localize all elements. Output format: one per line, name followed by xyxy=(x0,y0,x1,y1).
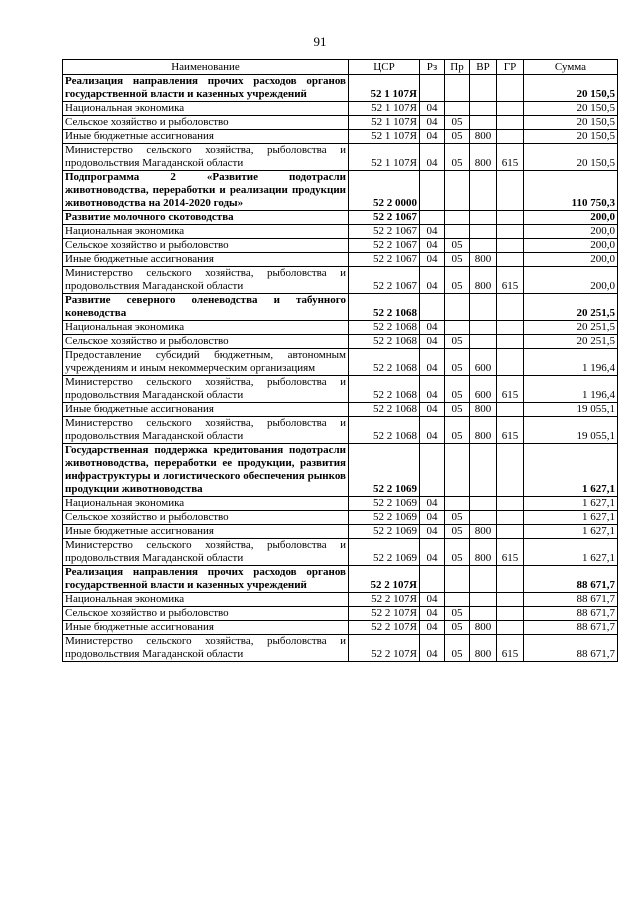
cell-name: Иные бюджетные ассигнования xyxy=(63,621,349,635)
cell-sum: 88 671,7 xyxy=(524,566,618,593)
cell-sum: 1 627,1 xyxy=(524,539,618,566)
cell-rz: 04 xyxy=(420,349,445,376)
cell-csr: 52 1 107Я xyxy=(349,102,420,116)
cell-gr xyxy=(497,321,524,335)
table-row xyxy=(63,593,618,607)
cell-name: Иные бюджетные ассигнования xyxy=(63,525,349,539)
cell-csr: 52 2 1068 xyxy=(349,403,420,417)
table-row xyxy=(63,211,618,225)
cell-name: Государственная поддержка кредитования подотрасли животноводства, переработки ее продукции, развития инфраструктуры и логистического обеспечения рынков продукции животноводства xyxy=(63,444,349,497)
cell-name: Реализация направления прочих расходов органов государственной власти и казенных учреждений xyxy=(63,75,349,102)
cell-pr xyxy=(445,497,470,511)
cell-pr: 05 xyxy=(445,607,470,621)
cell-csr: 52 2 1067 xyxy=(349,211,420,225)
cell-name: Национальная экономика xyxy=(63,102,349,116)
cell-sum: 200,0 xyxy=(524,239,618,253)
cell-name: Сельское хозяйство и рыболовство xyxy=(63,116,349,130)
table-row xyxy=(63,171,618,211)
cell-gr: 615 xyxy=(497,539,524,566)
cell-gr: 615 xyxy=(497,635,524,662)
cell-sum: 200,0 xyxy=(524,267,618,294)
cell-pr: 05 xyxy=(445,525,470,539)
cell-sum: 1 196,4 xyxy=(524,376,618,403)
cell-pr: 05 xyxy=(445,267,470,294)
table-row xyxy=(63,607,618,621)
cell-vr xyxy=(470,607,497,621)
cell-rz: 04 xyxy=(420,621,445,635)
cell-csr: 52 2 107Я xyxy=(349,566,420,593)
cell-name: Реализация направления прочих расходов органов государственной власти и казенных учреждений xyxy=(63,566,349,593)
cell-rz: 04 xyxy=(420,511,445,525)
cell-pr: 05 xyxy=(445,130,470,144)
cell-csr: 52 2 1069 xyxy=(349,525,420,539)
cell-pr xyxy=(445,593,470,607)
header-vr: ВР xyxy=(470,60,497,75)
cell-sum: 1 627,1 xyxy=(524,525,618,539)
cell-rz: 04 xyxy=(420,225,445,239)
cell-pr: 05 xyxy=(445,239,470,253)
cell-vr: 800 xyxy=(470,621,497,635)
cell-sum: 20 251,5 xyxy=(524,321,618,335)
cell-vr xyxy=(470,116,497,130)
table-row xyxy=(63,525,618,539)
cell-pr xyxy=(445,211,470,225)
cell-rz: 04 xyxy=(420,102,445,116)
table-row xyxy=(63,239,618,253)
cell-vr xyxy=(470,225,497,239)
cell-csr: 52 2 1068 xyxy=(349,321,420,335)
cell-name: Иные бюджетные ассигнования xyxy=(63,403,349,417)
cell-sum: 1 627,1 xyxy=(524,497,618,511)
cell-csr: 52 2 1068 xyxy=(349,376,420,403)
cell-gr: 615 xyxy=(497,144,524,171)
cell-rz: 04 xyxy=(420,635,445,662)
cell-pr: 05 xyxy=(445,417,470,444)
cell-vr xyxy=(470,75,497,102)
cell-gr xyxy=(497,607,524,621)
cell-gr xyxy=(497,335,524,349)
cell-name: Предоставление субсидий бюджетным, автономным учреждениям и иным некоммерческим организациям xyxy=(63,349,349,376)
cell-rz: 04 xyxy=(420,525,445,539)
header-name: Наименование xyxy=(63,60,349,75)
cell-gr: 615 xyxy=(497,376,524,403)
cell-sum: 19 055,1 xyxy=(524,417,618,444)
cell-sum: 88 671,7 xyxy=(524,621,618,635)
table-row xyxy=(63,75,618,102)
cell-rz: 04 xyxy=(420,607,445,621)
budget-table xyxy=(62,59,618,662)
header-pr: Пр xyxy=(445,60,470,75)
cell-name: Иные бюджетные ассигнования xyxy=(63,253,349,267)
cell-rz: 04 xyxy=(420,335,445,349)
cell-name: Министерство сельского хозяйства, рыболовства и продовольствия Магаданской области xyxy=(63,144,349,171)
cell-sum: 20 150,5 xyxy=(524,144,618,171)
cell-pr xyxy=(445,294,470,321)
cell-pr: 05 xyxy=(445,376,470,403)
cell-name: Министерство сельского хозяйства, рыболовства и продовольствия Магаданской области xyxy=(63,417,349,444)
cell-sum: 88 671,7 xyxy=(524,607,618,621)
cell-pr: 05 xyxy=(445,144,470,171)
table-row xyxy=(63,444,618,497)
cell-sum: 20 251,5 xyxy=(524,335,618,349)
cell-name: Иные бюджетные ассигнования xyxy=(63,130,349,144)
cell-csr: 52 2 1068 xyxy=(349,294,420,321)
table-row xyxy=(63,116,618,130)
cell-gr xyxy=(497,239,524,253)
cell-pr: 05 xyxy=(445,349,470,376)
cell-csr: 52 2 1068 xyxy=(349,417,420,444)
cell-name: Сельское хозяйство и рыболовство xyxy=(63,335,349,349)
cell-vr: 800 xyxy=(470,253,497,267)
cell-pr xyxy=(445,321,470,335)
cell-rz xyxy=(420,75,445,102)
cell-rz: 04 xyxy=(420,144,445,171)
cell-csr: 52 2 1068 xyxy=(349,335,420,349)
cell-rz: 04 xyxy=(420,239,445,253)
cell-pr: 05 xyxy=(445,403,470,417)
cell-rz: 04 xyxy=(420,539,445,566)
cell-rz: 04 xyxy=(420,417,445,444)
cell-gr: 615 xyxy=(497,417,524,444)
cell-rz xyxy=(420,294,445,321)
cell-gr xyxy=(497,444,524,497)
cell-gr xyxy=(497,75,524,102)
cell-name: Национальная экономика xyxy=(63,321,349,335)
cell-pr xyxy=(445,225,470,239)
cell-vr xyxy=(470,335,497,349)
cell-vr xyxy=(470,593,497,607)
cell-rz: 04 xyxy=(420,267,445,294)
cell-csr: 52 2 1068 xyxy=(349,349,420,376)
cell-gr xyxy=(497,497,524,511)
cell-gr xyxy=(497,294,524,321)
cell-pr: 05 xyxy=(445,511,470,525)
cell-name: Министерство сельского хозяйства, рыболовства и продовольствия Магаданской области xyxy=(63,539,349,566)
cell-vr: 600 xyxy=(470,376,497,403)
cell-name: Развитие молочного скотоводства xyxy=(63,211,349,225)
cell-vr xyxy=(470,239,497,253)
cell-csr: 52 1 107Я xyxy=(349,130,420,144)
table-row xyxy=(63,144,618,171)
cell-name: Сельское хозяйство и рыболовство xyxy=(63,511,349,525)
table-row xyxy=(63,417,618,444)
cell-gr xyxy=(497,116,524,130)
cell-rz xyxy=(420,444,445,497)
table-row xyxy=(63,130,618,144)
cell-csr: 52 2 0000 xyxy=(349,171,420,211)
cell-gr xyxy=(497,621,524,635)
cell-vr: 800 xyxy=(470,130,497,144)
cell-csr: 52 1 107Я xyxy=(349,75,420,102)
cell-sum: 200,0 xyxy=(524,211,618,225)
cell-pr: 05 xyxy=(445,116,470,130)
cell-sum: 88 671,7 xyxy=(524,593,618,607)
cell-gr xyxy=(497,349,524,376)
cell-csr: 52 1 107Я xyxy=(349,144,420,171)
cell-gr xyxy=(497,525,524,539)
cell-csr: 52 2 107Я xyxy=(349,607,420,621)
cell-vr xyxy=(470,511,497,525)
table-body xyxy=(63,75,618,662)
cell-name: Министерство сельского хозяйства, рыболовства и продовольствия Магаданской области xyxy=(63,267,349,294)
cell-rz: 04 xyxy=(420,497,445,511)
cell-sum: 20 150,5 xyxy=(524,116,618,130)
cell-csr: 52 2 107Я xyxy=(349,621,420,635)
cell-csr: 52 1 107Я xyxy=(349,116,420,130)
cell-sum: 88 671,7 xyxy=(524,635,618,662)
cell-vr: 800 xyxy=(470,539,497,566)
cell-sum: 1 627,1 xyxy=(524,444,618,497)
page-number: 91 xyxy=(313,34,327,49)
cell-vr xyxy=(470,102,497,116)
cell-rz xyxy=(420,566,445,593)
cell-vr: 800 xyxy=(470,267,497,294)
cell-pr xyxy=(445,444,470,497)
cell-vr: 800 xyxy=(470,417,497,444)
table-row xyxy=(63,635,618,662)
cell-rz xyxy=(420,171,445,211)
cell-vr xyxy=(470,566,497,593)
cell-csr: 52 2 1069 xyxy=(349,511,420,525)
cell-sum: 20 150,5 xyxy=(524,102,618,116)
cell-sum: 200,0 xyxy=(524,225,618,239)
table-row xyxy=(63,566,618,593)
table-row xyxy=(63,403,618,417)
cell-gr: 615 xyxy=(497,267,524,294)
cell-gr xyxy=(497,225,524,239)
cell-csr: 52 2 1069 xyxy=(349,539,420,566)
cell-sum: 20 150,5 xyxy=(524,75,618,102)
cell-pr: 05 xyxy=(445,539,470,566)
cell-vr xyxy=(470,171,497,211)
cell-pr: 05 xyxy=(445,335,470,349)
table-row xyxy=(63,225,618,239)
table-row xyxy=(63,539,618,566)
cell-pr xyxy=(445,566,470,593)
table-row xyxy=(63,253,618,267)
cell-gr xyxy=(497,566,524,593)
cell-name: Сельское хозяйство и рыболовство xyxy=(63,607,349,621)
cell-rz: 04 xyxy=(420,321,445,335)
cell-sum: 20 251,5 xyxy=(524,294,618,321)
cell-name: Министерство сельского хозяйства, рыболовства и продовольствия Магаданской области xyxy=(63,376,349,403)
cell-vr xyxy=(470,211,497,225)
cell-gr xyxy=(497,253,524,267)
cell-rz: 04 xyxy=(420,130,445,144)
cell-csr: 52 2 1067 xyxy=(349,253,420,267)
cell-csr: 52 2 1067 xyxy=(349,239,420,253)
cell-pr: 05 xyxy=(445,253,470,267)
cell-vr xyxy=(470,294,497,321)
cell-csr: 52 2 1069 xyxy=(349,497,420,511)
cell-name: Национальная экономика xyxy=(63,593,349,607)
cell-rz: 04 xyxy=(420,403,445,417)
cell-gr xyxy=(497,403,524,417)
cell-vr: 800 xyxy=(470,635,497,662)
cell-name: Национальная экономика xyxy=(63,225,349,239)
header-rz: Рз xyxy=(420,60,445,75)
cell-gr xyxy=(497,171,524,211)
cell-csr: 52 2 1067 xyxy=(349,267,420,294)
table-row xyxy=(63,267,618,294)
header-row xyxy=(63,60,618,75)
cell-gr xyxy=(497,211,524,225)
cell-vr: 800 xyxy=(470,403,497,417)
cell-pr xyxy=(445,102,470,116)
cell-csr: 52 2 107Я xyxy=(349,593,420,607)
cell-sum: 110 750,3 xyxy=(524,171,618,211)
table-row xyxy=(63,376,618,403)
cell-gr xyxy=(497,130,524,144)
cell-name: Подпрограмма 2 «Развитие подотрасли животноводства, переработки и реализации продукции животноводства на 2014-2020 годы» xyxy=(63,171,349,211)
cell-rz: 04 xyxy=(420,116,445,130)
cell-name: Министерство сельского хозяйства, рыболовства и продовольствия Магаданской области xyxy=(63,635,349,662)
cell-gr xyxy=(497,593,524,607)
table-row xyxy=(63,511,618,525)
header-sum: Сумма xyxy=(524,60,618,75)
cell-sum: 20 150,5 xyxy=(524,130,618,144)
table-row xyxy=(63,349,618,376)
cell-gr xyxy=(497,511,524,525)
table-row xyxy=(63,621,618,635)
cell-sum: 19 055,1 xyxy=(524,403,618,417)
cell-rz xyxy=(420,211,445,225)
cell-rz: 04 xyxy=(420,376,445,403)
cell-name: Национальная экономика xyxy=(63,497,349,511)
cell-name: Сельское хозяйство и рыболовство xyxy=(63,239,349,253)
table-row xyxy=(63,497,618,511)
table-row xyxy=(63,102,618,116)
header-csr: ЦСР xyxy=(349,60,420,75)
cell-csr: 52 2 1069 xyxy=(349,444,420,497)
cell-sum: 200,0 xyxy=(524,253,618,267)
cell-vr xyxy=(470,444,497,497)
cell-name: Развитие северного оленеводства и табунного коневодства xyxy=(63,294,349,321)
cell-rz: 04 xyxy=(420,253,445,267)
cell-vr: 800 xyxy=(470,525,497,539)
cell-vr xyxy=(470,497,497,511)
cell-vr: 800 xyxy=(470,144,497,171)
table-row xyxy=(63,335,618,349)
cell-vr: 600 xyxy=(470,349,497,376)
cell-pr: 05 xyxy=(445,621,470,635)
cell-sum: 1 627,1 xyxy=(524,511,618,525)
table-row xyxy=(63,294,618,321)
cell-gr xyxy=(497,102,524,116)
cell-pr xyxy=(445,75,470,102)
header-gr: ГР xyxy=(497,60,524,75)
cell-sum: 1 196,4 xyxy=(524,349,618,376)
cell-vr xyxy=(470,321,497,335)
cell-csr: 52 2 107Я xyxy=(349,635,420,662)
table-row xyxy=(63,321,618,335)
cell-rz: 04 xyxy=(420,593,445,607)
cell-csr: 52 2 1067 xyxy=(349,225,420,239)
cell-pr: 05 xyxy=(445,635,470,662)
cell-pr xyxy=(445,171,470,211)
